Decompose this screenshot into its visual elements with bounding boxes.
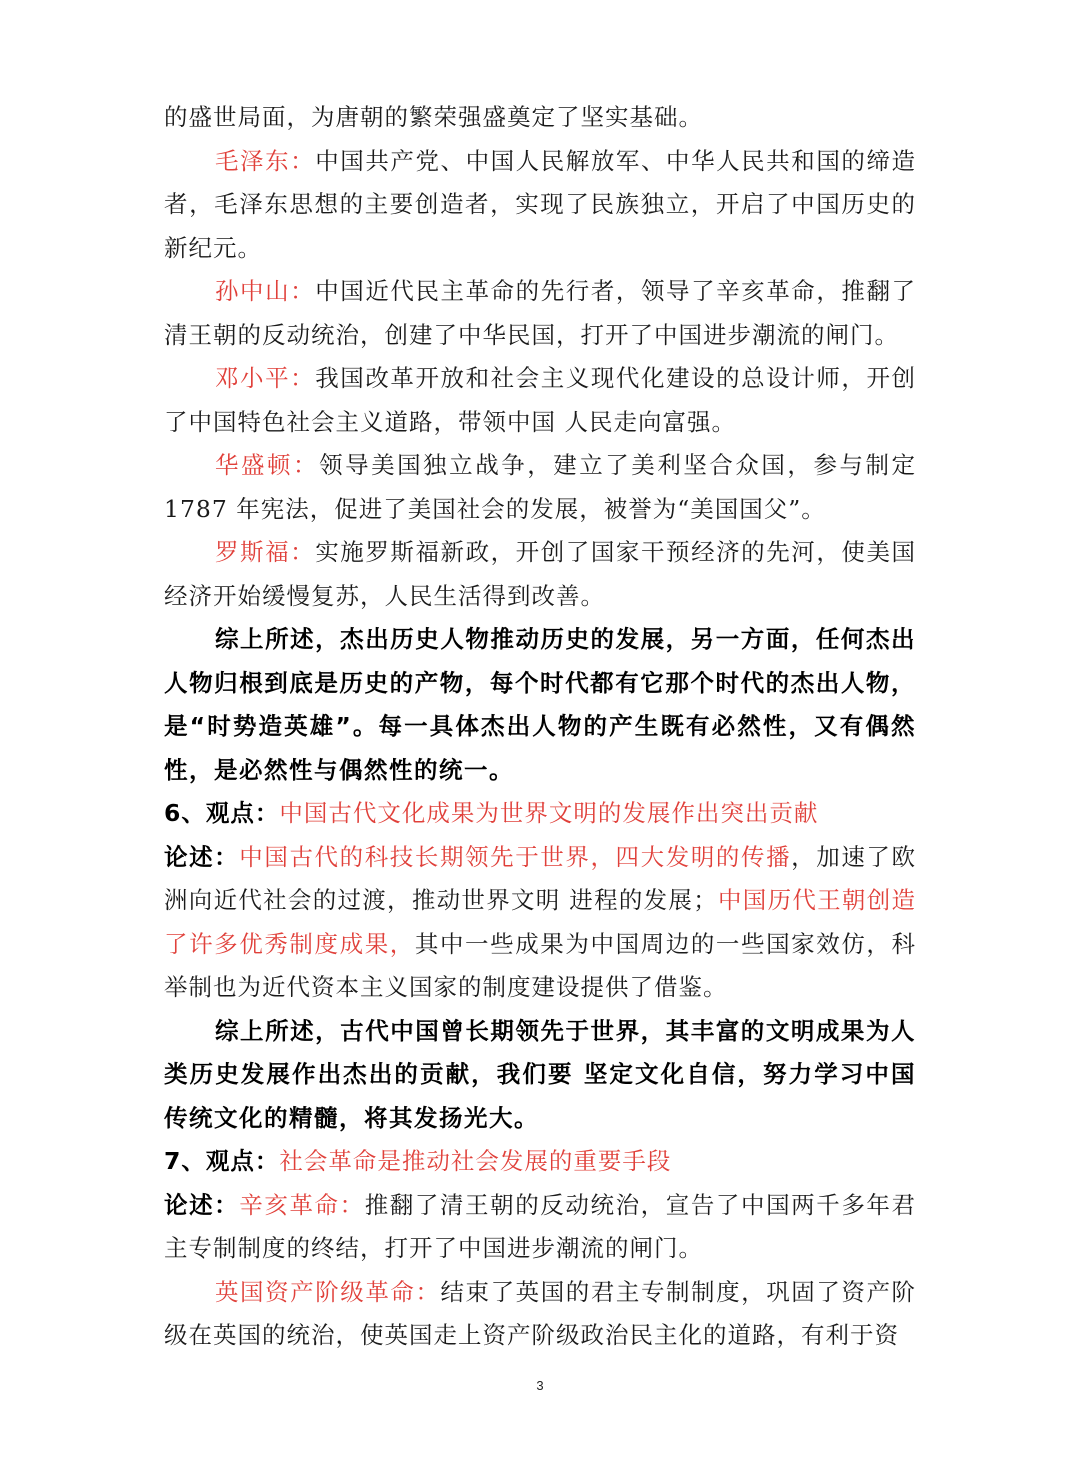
person-text-mao: 中国共产党、中国人民解放军、中华人民共和国的缔造者，毛泽东思想的主要创造者，实现了民族独立，开启了中国历史的新纪元。	[164, 146, 917, 262]
section6-heading	[164, 792, 916, 836]
person-text-sun: 中国近代民主革命的先行者，领导了辛亥革命，推翻了清王朝的反动统治，创建了中华民国，打开了中国进步潮流的闸门。	[164, 277, 917, 349]
section6-argument	[164, 836, 916, 1010]
summary-section6: 综上所述，古代中国曾长期领先于世界，其丰富的文明成果为人类历史发展作出杰出的贡献，我们要 坚定文化自信，努力学习中国传统文化的精髓，将其发扬光大。	[164, 1016, 916, 1132]
xinhai-revolution-text: 推翻了清王朝的反动统治，宣告了中国两千多年君主专制制度的终结，打开了中国进步潮流的闸门。	[164, 1190, 917, 1262]
section7-viewpoint: 社会革命是推动社会发展的重要手段	[279, 1147, 672, 1175]
person-name-roosevelt: 罗斯福：	[215, 538, 316, 566]
person-text-deng: 我国改革开放和社会主义现代化建设的总设计师，开创了中国特色社会主义道路，带领中国 人民走向富强。	[164, 364, 917, 436]
person-name-mao: 毛泽东：	[215, 146, 316, 175]
paragraph-sun	[164, 270, 916, 357]
paragraph-roosevelt	[164, 531, 916, 618]
paragraph-mao	[164, 140, 916, 271]
section7-argument-label: 论述：	[164, 1190, 240, 1219]
page-number: 3	[536, 1378, 544, 1393]
section7-argument-xinhai	[164, 1184, 916, 1271]
paragraph-deng	[164, 357, 916, 444]
english-revolution-text: 结束了英国的君主专制制度，巩固了资产阶级在英国的统治，使英国走上资产阶级政治民主化的道路，有利于资	[164, 1277, 916, 1349]
xinhai-revolution-name: 辛亥革命：	[239, 1190, 365, 1219]
person-text-washington: 领导美国独立战争，建立了美利坚合众国，参与制定 1787 年宪法，促进了美国社会的发展，被誉为“美国国父”。	[164, 451, 917, 523]
person-name-deng: 邓小平：	[215, 364, 316, 392]
paragraph-washington	[164, 444, 916, 531]
english-revolution-name: 英国资产阶级革命：	[215, 1277, 441, 1306]
document-body	[164, 96, 916, 1358]
section6-arg-red1: 中国古代的科技长期领先于世界，四大发明的传播	[239, 842, 792, 871]
summary-section5: 综上所述，杰出历史人物推动历史的发展，另一方面，任何杰出人物归根到底是历史的产物，每个时代都有它那个时代的杰出人物，是“时势造英雄”。每一具体杰出人物的产生既有必然性，又有偶然性，是必然性与偶然性的统一。	[164, 625, 916, 784]
section6-arg-text2: 其中一些成果为中国周边的一些国家效仿，科举制也为近代资本主义国家的制度建设提供了借鉴。	[164, 929, 917, 1001]
section6-heading-prefix: 6、观点：	[164, 799, 280, 827]
section6-arg-text1: ，加速了欧洲向近代社会的过渡，推动世界文明 进程的发展；	[164, 842, 917, 914]
person-name-sun: 孙中山：	[215, 277, 316, 305]
section6-argument-label: 论述：	[164, 842, 240, 871]
paragraph-english-revolution	[164, 1271, 916, 1358]
section7-heading-prefix: 7、观点：	[164, 1147, 280, 1175]
person-name-washington: 华盛顿：	[215, 451, 320, 479]
section6-viewpoint: 中国古代文化成果为世界文明的发展作出突出贡献	[279, 799, 819, 827]
paragraph-tang-end: 的盛世局面，为唐朝的繁荣强盛奠定了坚实基础。	[164, 103, 703, 131]
section6-arg-red2: 中国历代王朝创造了许多优秀制度成果，	[164, 886, 916, 958]
person-text-roosevelt: 实施罗斯福新政，开创了国家干预经济的先河，使美国经济开始缓慢复苏，人民生活得到改善。	[164, 538, 917, 610]
section7-heading	[164, 1140, 916, 1184]
